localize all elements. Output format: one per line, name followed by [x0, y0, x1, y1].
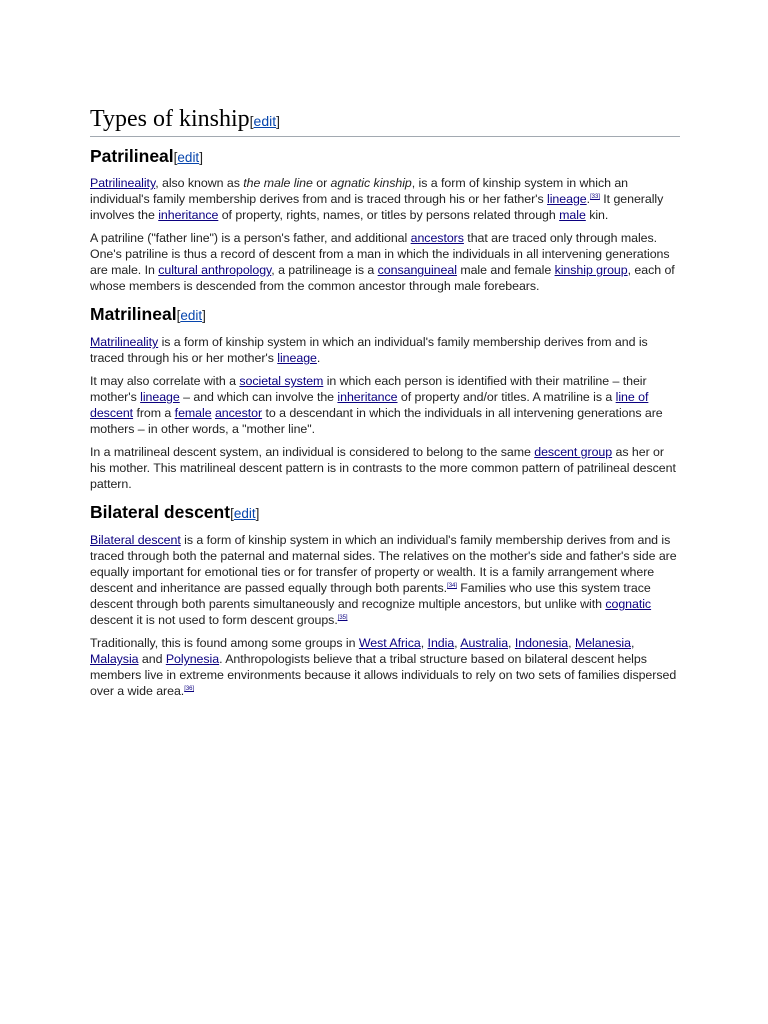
bilateral-edit-section: [edit] — [230, 506, 260, 521]
citation-35 — [338, 615, 348, 621]
link-kinship-group[interactable]: kinship group — [554, 263, 628, 277]
link-melanesia[interactable]: Melanesia — [574, 636, 631, 650]
link-malaysia[interactable]: Malaysia — [90, 652, 139, 666]
link-indonesia[interactable]: Indonesia — [514, 636, 569, 650]
citation-link-35[interactable]: [35] — [337, 615, 348, 621]
citation-link-33[interactable]: [33] — [590, 194, 600, 200]
paragraph-matrilineal-descent: In a matrilineal descent system, an individual is considered to belong to the same descent group as her or his mother. This matrilineal descent pattern is in contrasts to the more common pattern of patrilineal descent pattern. — [90, 445, 676, 491]
link-line-of-descent[interactable]: line of descent — [90, 390, 649, 420]
patrilineal-edit-link[interactable]: edit — [177, 150, 200, 165]
title-edit-section: [edit] — [249, 113, 281, 129]
link-inheritance[interactable]: inheritance — [158, 208, 219, 222]
link-polynesia[interactable]: Polynesia — [165, 652, 220, 666]
paragraph-bilateral-descent: Bilateral descent is a form of kinship system in which an individual's family membership derives from and is traced through both the paternal and maternal sides. The relatives on the mother's side and father's side are equally important for emotional ties or for transfer of property or wealth. It is a family arrangement where descent and inheritance are passed equally through both parents.[34] Families who use this system trace descent through both parents simultaneously and recognize multiple ancestors, but unlike with cognatic descent it is not used to form descent groups.[35] — [90, 533, 677, 627]
link-india[interactable]: India — [427, 636, 455, 650]
citation-link-36[interactable]: [36] — [184, 686, 195, 692]
citation-33 — [590, 194, 600, 200]
citation-34 — [447, 583, 457, 589]
paragraph-patriline: A patriline ("father line") is a person's father, and additional ancestors that are traced only through males. One's patriline is thus a record of descent from a man in which the individuals in all intervening generations are male. In cultural anthropology, a patrilineage is a consanguineal male and female kinship group, each of whose members is descended from the common ancestor through male forebears. — [90, 231, 675, 293]
paragraph-patrilineality: Patrilineality, also known as the male line or agnatic kinship, is a form of kinship system in which an individual's family membership derives from and is traced through his or her father's lineage.[33] It generally involves the inheritance of property, rights, names, or titles by persons related through male kin. — [90, 176, 664, 222]
matrilineal-edit-link[interactable]: edit — [180, 308, 203, 323]
heading-bilateral-descent: Bilateral descent[edit] — [90, 502, 260, 522]
link-lineage[interactable]: lineage — [140, 390, 180, 404]
link-cultural-anthropology[interactable]: cultural anthropology — [158, 263, 272, 277]
link-west-africa[interactable]: West Africa — [358, 636, 421, 650]
link-ancestor[interactable]: ancestor — [214, 406, 263, 420]
link-australia[interactable]: Australia — [460, 636, 509, 650]
paragraph-matrilineality: Matrilineality is a form of kinship system in which an individual's family membership derives from and is traced through his or her mother's lineage. — [90, 335, 648, 365]
page-title — [90, 104, 680, 137]
heading-matrilineal: Matrilineal[edit] — [90, 304, 206, 324]
citation-link-34[interactable]: [34] — [447, 583, 457, 589]
link-male[interactable]: male — [559, 208, 586, 222]
link-bilateral-descent[interactable]: Bilateral descent — [90, 533, 181, 547]
link-lineage[interactable]: lineage — [277, 351, 317, 365]
heading-patrilineal: Patrilineal[edit] — [90, 146, 203, 166]
link-matrilineality[interactable]: Matrilineality — [90, 335, 159, 349]
article-content — [90, 104, 680, 699]
bilateral-edit-link[interactable]: edit — [233, 506, 256, 521]
link-consanguineal[interactable]: consanguineal — [377, 263, 457, 277]
link-female[interactable]: female — [174, 406, 212, 420]
link-descent-group[interactable]: descent group — [534, 445, 613, 459]
citation-36 — [184, 686, 194, 692]
title-edit-link[interactable]: edit — [253, 113, 277, 129]
paragraph-bilateral-regions: Traditionally, this is found among some groups in West Africa, India, Australia, Indonesia, Melanesia, Malaysia and Polynesia. Anthropologists believe that a tribal structure based on bilateral descent helps members live in extreme environments because it allows individuals to rely on two sets of families dispersed over a wide area.[36] — [90, 636, 677, 698]
patrilineal-edit-section: [edit] — [173, 150, 203, 165]
link-cognatic[interactable]: cognatic — [605, 597, 652, 611]
link-ancestors[interactable]: ancestors — [410, 231, 464, 245]
link-lineage[interactable]: lineage — [547, 192, 587, 206]
link-societal-system[interactable]: societal system — [239, 374, 324, 388]
matrilineal-edit-section: [edit] — [176, 308, 206, 323]
link-inheritance[interactable]: inheritance — [337, 390, 398, 404]
page-title-text: Types of kinship — [90, 106, 250, 132]
link-patrilineality[interactable]: Patrilineality — [90, 176, 156, 190]
paragraph-matriline: It may also correlate with a societal system in which each person is identified with their matriline – their mother's lineage – and which can involve the inheritance of property and/or titles. A matriline is a line of descent from a female ancestor to a descendant in which the individuals in all intervening generations are mothers – in other words, a "mother line". — [90, 374, 663, 436]
